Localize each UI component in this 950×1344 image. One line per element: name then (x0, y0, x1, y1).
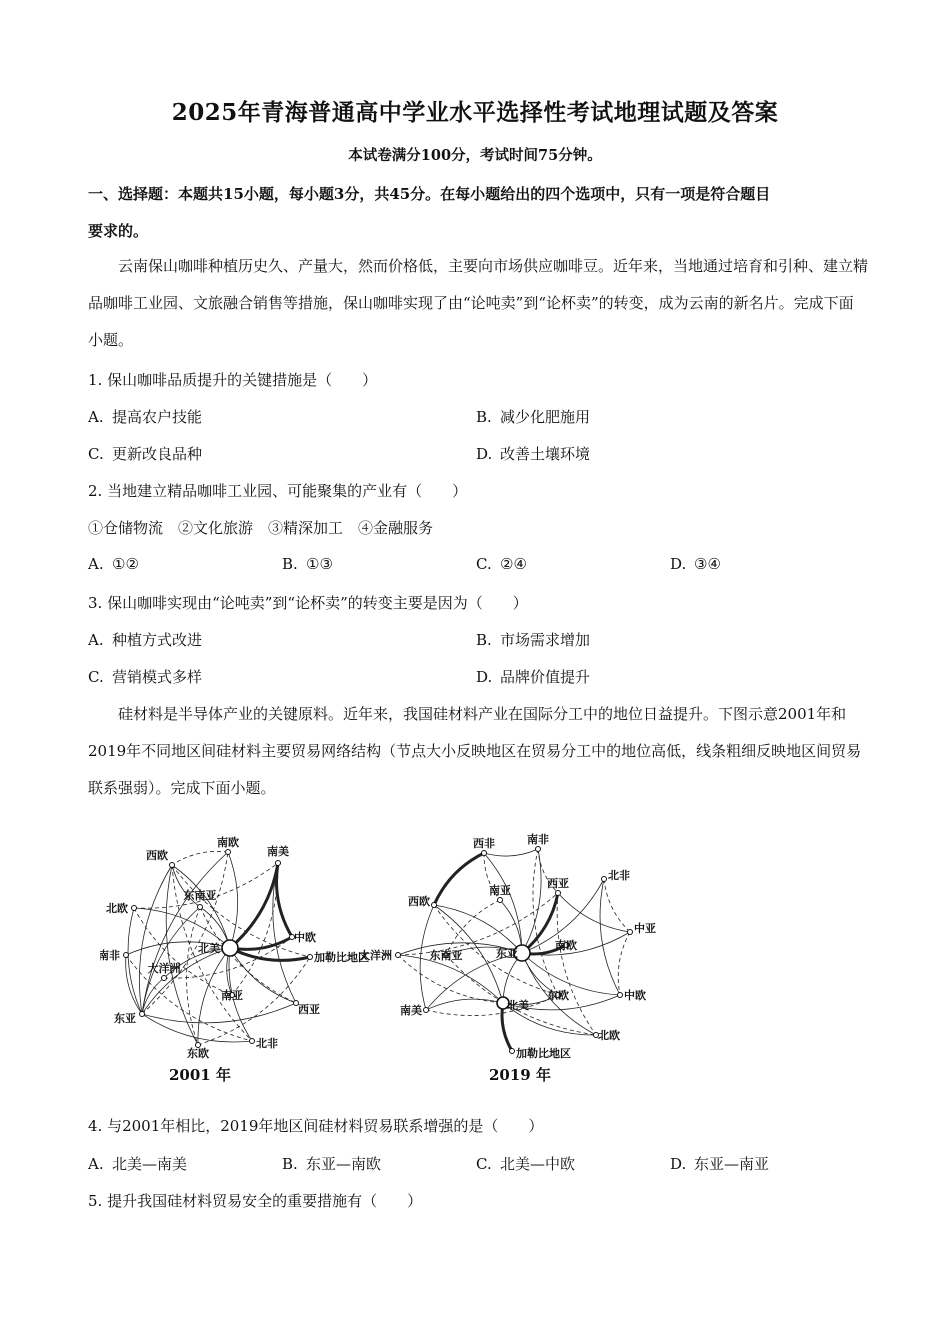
region-node (482, 851, 487, 856)
region-node (132, 906, 137, 911)
region-label: 南美 (267, 845, 289, 858)
region-node (628, 930, 633, 935)
region-node (618, 993, 623, 998)
region-label: 东欧 (187, 1047, 209, 1060)
question-2-items: ①仓储物流 ②文化旅游 ③精深加工 ④金融服务 (88, 519, 434, 537)
region-label: 加勒比地区 (516, 1047, 571, 1060)
trade-link-dashed (618, 932, 630, 995)
region-label: 大洋洲 (359, 949, 392, 962)
section-heading-line2: 要求的。 (88, 222, 149, 240)
trade-link (522, 953, 620, 995)
exam-info: 本试卷满分100分，考试时间75分钟。 (348, 147, 602, 164)
caption-2019: 2019 年 (489, 1066, 551, 1084)
region-label: 中亚 (634, 922, 656, 935)
network-2019 (359, 832, 656, 1060)
trade-link-strong (230, 863, 278, 948)
region-label: 南非 (527, 833, 549, 846)
trade-link-dashed (446, 955, 596, 1035)
region-label: 南欧 (217, 836, 239, 849)
question-1-stem: 1. 保山咖啡品质提升的关键措施是（ ） (88, 371, 378, 389)
trade-link (484, 849, 538, 856)
trade-link-dashed (604, 879, 630, 932)
q2-option-c[interactable]: C. ②④ (476, 555, 527, 573)
region-label: 北欧 (106, 902, 128, 915)
region-node (602, 877, 607, 882)
trade-link-dashed (398, 955, 503, 1003)
trade-link (142, 907, 200, 1014)
region-label: 南美 (400, 1004, 422, 1017)
q4-option-c[interactable]: C. 北美—中欧 (476, 1155, 576, 1173)
region-label: 西非 (473, 837, 495, 850)
region-label: 西亚 (547, 877, 569, 890)
region-label: 东欧 (547, 989, 569, 1002)
trade-link-dashed (533, 849, 558, 995)
region-node (226, 850, 231, 855)
region-label: 东南亚 (429, 949, 463, 962)
region-label: 南欧 (555, 939, 577, 952)
trade-network-svg (100, 825, 680, 1095)
region-label: 东亚 (496, 947, 518, 960)
region-label: 北非 (608, 869, 630, 882)
q1-option-d[interactable]: D. 改善土壤环境 (476, 445, 591, 463)
trade-network-figure (100, 825, 680, 1095)
trade-link-dashed (187, 907, 200, 1045)
q1-option-c[interactable]: C. 更新改良品种 (88, 445, 203, 463)
trade-link (426, 999, 503, 1010)
question-4-stem: 4. 与2001年相比，2019年地区间硅材料贸易联系增强的是（ ） (88, 1117, 544, 1135)
region-label: 西亚 (298, 1003, 320, 1016)
trade-link-dashed (426, 995, 558, 1016)
caption-2001: 2001 年 (169, 1066, 231, 1084)
q3-option-c[interactable]: C. 营销模式多样 (88, 668, 203, 686)
trade-link-strong (277, 863, 292, 937)
region-label: 中欧 (294, 931, 316, 944)
net-right-nodes (359, 832, 656, 1060)
trade-link-dashed (142, 852, 228, 1014)
region-node (276, 861, 281, 866)
passage-silicon: 硅材料是半导体产业的关键原料。近年来，我国硅材料产业在国际分工中的地位日益提升。下图示意2001年和2019年不同地区间硅材料主要贸易网络结构（节点大小反映地区在贸易分工中的地位高低，线条粗细反映地区间贸易联系强弱）。完成下面小题。 (88, 705, 862, 797)
question-3-stem: 3. 保山咖啡实现由“论吨卖”到“论杯卖”的转变主要是因为（ ） (88, 594, 528, 612)
region-label: 北欧 (598, 1029, 620, 1042)
region-label: 东南亚 (183, 889, 217, 902)
q4-option-b[interactable]: B. 东亚—南欧 (282, 1155, 382, 1173)
trade-link (142, 948, 230, 1014)
region-node (556, 891, 561, 896)
region-label: 中欧 (624, 989, 646, 1002)
trade-link-dashed (557, 893, 596, 1035)
trade-link (434, 905, 522, 953)
region-node (222, 940, 238, 956)
trade-link (600, 879, 620, 995)
region-node (432, 903, 437, 908)
region-label: 东亚 (114, 1012, 136, 1025)
region-node (424, 1008, 429, 1013)
q4-option-d[interactable]: D. 东亚—南亚 (670, 1155, 770, 1173)
region-label: 加勒比地区 (314, 951, 369, 964)
trade-link-dashed (198, 957, 310, 1045)
section-heading-line1: 一、选择题：本题共15小题，每小题3分，共45分。在每小题给出的四个选项中，只有一项是符合题目 (88, 185, 771, 203)
region-node (162, 976, 167, 981)
net-left-nodes (100, 835, 369, 1060)
region-node (510, 1049, 515, 1054)
trade-link-dashed (172, 851, 228, 865)
q2-option-b[interactable]: B. ①③ (282, 555, 333, 573)
q2-option-a[interactable]: A. ①② (88, 555, 139, 573)
region-node (536, 847, 541, 852)
q2-option-d[interactable]: D. ③④ (670, 555, 721, 573)
region-label: 北非 (256, 1037, 278, 1050)
region-label: 北美 (507, 999, 529, 1012)
question-5-stem: 5. 提升我国硅材料贸易安全的重要措施有（ ） (88, 1192, 423, 1210)
region-label: 西欧 (146, 849, 168, 862)
region-label: 大洋洲 (147, 962, 181, 975)
page-title: 2025年青海普通高中学业水平选择性考试地理试题及答案 (171, 99, 779, 126)
trade-link (142, 852, 228, 1014)
trade-link-strong (434, 853, 484, 905)
q3-option-b[interactable]: B. 市场需求增加 (476, 631, 591, 649)
region-node (198, 905, 203, 910)
q1-option-b[interactable]: B. 减少化肥施用 (476, 408, 591, 426)
region-label: 北美 (198, 942, 220, 955)
region-label: 南亚 (221, 989, 243, 1002)
trade-link (558, 893, 630, 932)
q4-option-a[interactable]: A. 北美—南美 (88, 1155, 188, 1173)
network-2001 (100, 835, 369, 1060)
q3-option-d[interactable]: D. 品牌价值提升 (476, 668, 591, 686)
region-node (140, 1012, 145, 1017)
trade-link (398, 955, 503, 1003)
region-label: 南亚 (489, 884, 511, 897)
region-node (498, 898, 503, 903)
region-label: 西欧 (408, 895, 430, 908)
trade-link (228, 852, 238, 948)
trade-link-dashed (232, 863, 278, 995)
region-node (124, 953, 129, 958)
region-node (308, 955, 313, 960)
trade-link (142, 1003, 296, 1023)
region-node (170, 863, 175, 868)
region-label: 南非 (100, 949, 120, 962)
region-node (396, 953, 401, 958)
q3-option-a[interactable]: A. 种植方式改进 (88, 631, 203, 649)
q1-option-a[interactable]: A. 提高农户技能 (88, 408, 203, 426)
passage-coffee: 云南保山咖啡种植历史久、产量大，然而价格低，主要向市场供应咖啡豆。近年来，当地通过培育和引种、建立精品咖啡工业园、文旅融合销售等措施，保山咖啡实现了由“论吨卖”到“论杯卖”的转变，成为云南的新名片。完成下面小题。 (88, 257, 869, 349)
question-2-stem: 2. 当地建立精品咖啡工业园、可能聚集的产业有（ ） (88, 482, 468, 500)
trade-link-dashed (446, 900, 500, 955)
region-node (250, 1039, 255, 1044)
trade-link-dashed (172, 865, 310, 957)
